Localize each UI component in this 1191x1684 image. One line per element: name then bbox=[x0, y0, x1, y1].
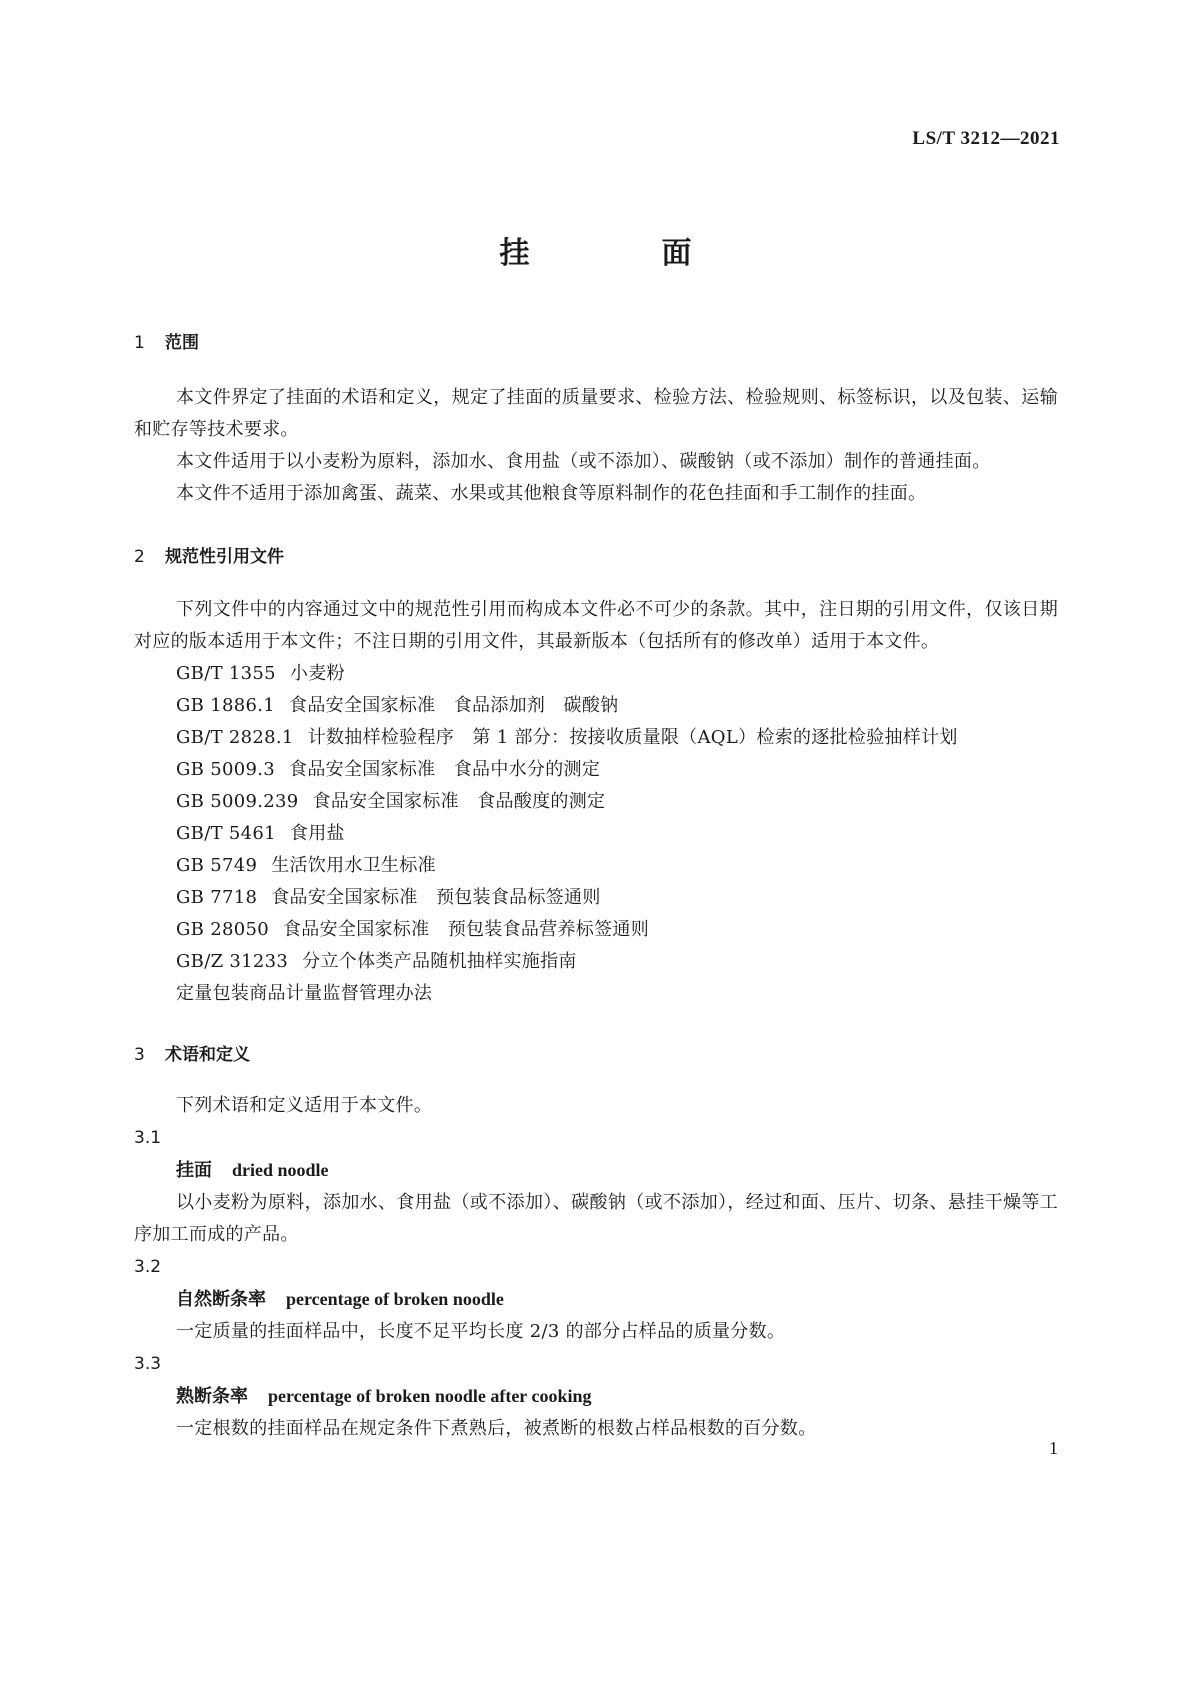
section-heading-normative-references bbox=[134, 544, 1058, 570]
reference-item bbox=[134, 786, 1058, 818]
reference-code: GB 1886.1 bbox=[176, 695, 276, 716]
standard-code: LS/T 3212—2021 bbox=[912, 128, 1060, 149]
term-number: 3.1 bbox=[134, 1128, 162, 1148]
reference-item bbox=[134, 690, 1058, 722]
section-number: 2 bbox=[134, 547, 145, 567]
reference-item bbox=[134, 818, 1058, 850]
page-number: 1 bbox=[1049, 1438, 1058, 1458]
term-en: dried noodle bbox=[232, 1160, 329, 1180]
reference-item bbox=[134, 946, 1058, 978]
reference-title: 定量包装商品计量监督管理办法 bbox=[176, 983, 433, 1004]
reference-title: 食品安全国家标准 预包装食品营养标签通则 bbox=[283, 919, 649, 940]
term-en: percentage of broken noodle after cooking bbox=[268, 1386, 592, 1406]
reference-item bbox=[134, 978, 1058, 1010]
reference-code: GB 7718 bbox=[176, 887, 258, 908]
section-title: 规范性引用文件 bbox=[165, 547, 284, 567]
reference-item bbox=[134, 658, 1058, 690]
reference-code: GB 5749 bbox=[176, 855, 258, 876]
term-heading bbox=[134, 1283, 1058, 1316]
reference-title: 食品安全国家标准 食品中水分的测定 bbox=[289, 759, 601, 780]
reference-item bbox=[134, 914, 1058, 946]
reference-code: GB 5009.3 bbox=[176, 759, 276, 780]
paragraph: 本文件不适用于添加禽蛋、蔬菜、水果或其他粮食等原料制作的花色挂面和手工制作的挂面。 bbox=[176, 483, 927, 504]
term-number: 3.3 bbox=[134, 1354, 162, 1374]
reference-title: 生活饮用水卫生标准 bbox=[271, 855, 436, 876]
section-number: 1 bbox=[134, 333, 145, 353]
reference-code: GB/T 5461 bbox=[176, 823, 276, 844]
term-zh: 自然断条率 bbox=[176, 1289, 266, 1310]
reference-item bbox=[134, 722, 1058, 754]
reference-item bbox=[134, 882, 1058, 914]
reference-title: 食品安全国家标准 预包装食品标签通则 bbox=[271, 887, 601, 908]
term-zh: 熟断条率 bbox=[176, 1386, 248, 1407]
title-char-1: 挂 bbox=[499, 236, 530, 271]
reference-title: 食品安全国家标准 食品添加剂 碳酸钠 bbox=[289, 695, 619, 716]
document-body bbox=[134, 330, 1058, 1445]
term-heading bbox=[134, 1154, 1058, 1187]
section-number: 3 bbox=[134, 1045, 145, 1065]
reference-item bbox=[134, 754, 1058, 786]
section-heading-terms-definitions bbox=[134, 1042, 1058, 1068]
reference-title: 分立个体类产品随机抽样实施指南 bbox=[302, 951, 577, 972]
paragraph: 下列文件中的内容通过文中的规范性引用而构成本文件必不可少的条款。其中，注日期的引用文件，仅该日期对应的版本适用于本文件；不注日期的引用文件，其最新版本（包括所有的修改单）适用于本文件。 bbox=[134, 599, 1058, 652]
term-heading bbox=[134, 1380, 1058, 1413]
term-definition: 一定质量的挂面样品中，长度不足平均长度 2/3 的部分占样品的质量分数。 bbox=[176, 1321, 786, 1342]
section-title: 范围 bbox=[165, 333, 199, 353]
term-zh: 挂面 bbox=[176, 1160, 212, 1181]
reference-code: GB 28050 bbox=[176, 919, 269, 940]
term-definition: 以小麦粉为原料，添加水、食用盐（或不添加）、碳酸钠（或不添加），经过和面、压片、切条、悬挂干燥等工序加工而成的产品。 bbox=[134, 1192, 1058, 1245]
term-definition: 一定根数的挂面样品在规定条件下煮熟后，被煮断的根数占样品根数的百分数。 bbox=[176, 1418, 817, 1439]
document-title bbox=[0, 228, 1191, 272]
reference-title: 食品安全国家标准 食品酸度的测定 bbox=[312, 791, 606, 812]
paragraph: 本文件界定了挂面的术语和定义，规定了挂面的质量要求、检验方法、检验规则、标签标识，以及包装、运输和贮存等技术要求。 bbox=[134, 387, 1058, 440]
reference-item bbox=[134, 850, 1058, 882]
paragraph: 本文件适用于以小麦粉为原料，添加水、食用盐（或不添加）、碳酸钠（或不添加）制作的普通挂面。 bbox=[176, 451, 991, 472]
paragraph: 下列术语和定义适用于本文件。 bbox=[176, 1095, 433, 1116]
reference-title: 计数抽样检验程序 第 1 部分：按接收质量限（AQL）检索的逐批检验抽样计划 bbox=[307, 727, 958, 748]
reference-title: 小麦粉 bbox=[289, 663, 345, 684]
title-char-2: 面 bbox=[661, 236, 692, 271]
term-number: 3.2 bbox=[134, 1257, 162, 1277]
reference-title: 食用盐 bbox=[289, 823, 345, 844]
term-en: percentage of broken noodle bbox=[286, 1289, 504, 1309]
reference-code: GB 5009.239 bbox=[176, 791, 299, 812]
reference-code: GB/Z 31233 bbox=[176, 951, 289, 972]
reference-code: GB/T 2828.1 bbox=[176, 727, 294, 748]
section-title: 术语和定义 bbox=[165, 1045, 250, 1065]
section-heading-scope bbox=[134, 330, 1058, 356]
reference-code: GB/T 1355 bbox=[176, 663, 276, 684]
